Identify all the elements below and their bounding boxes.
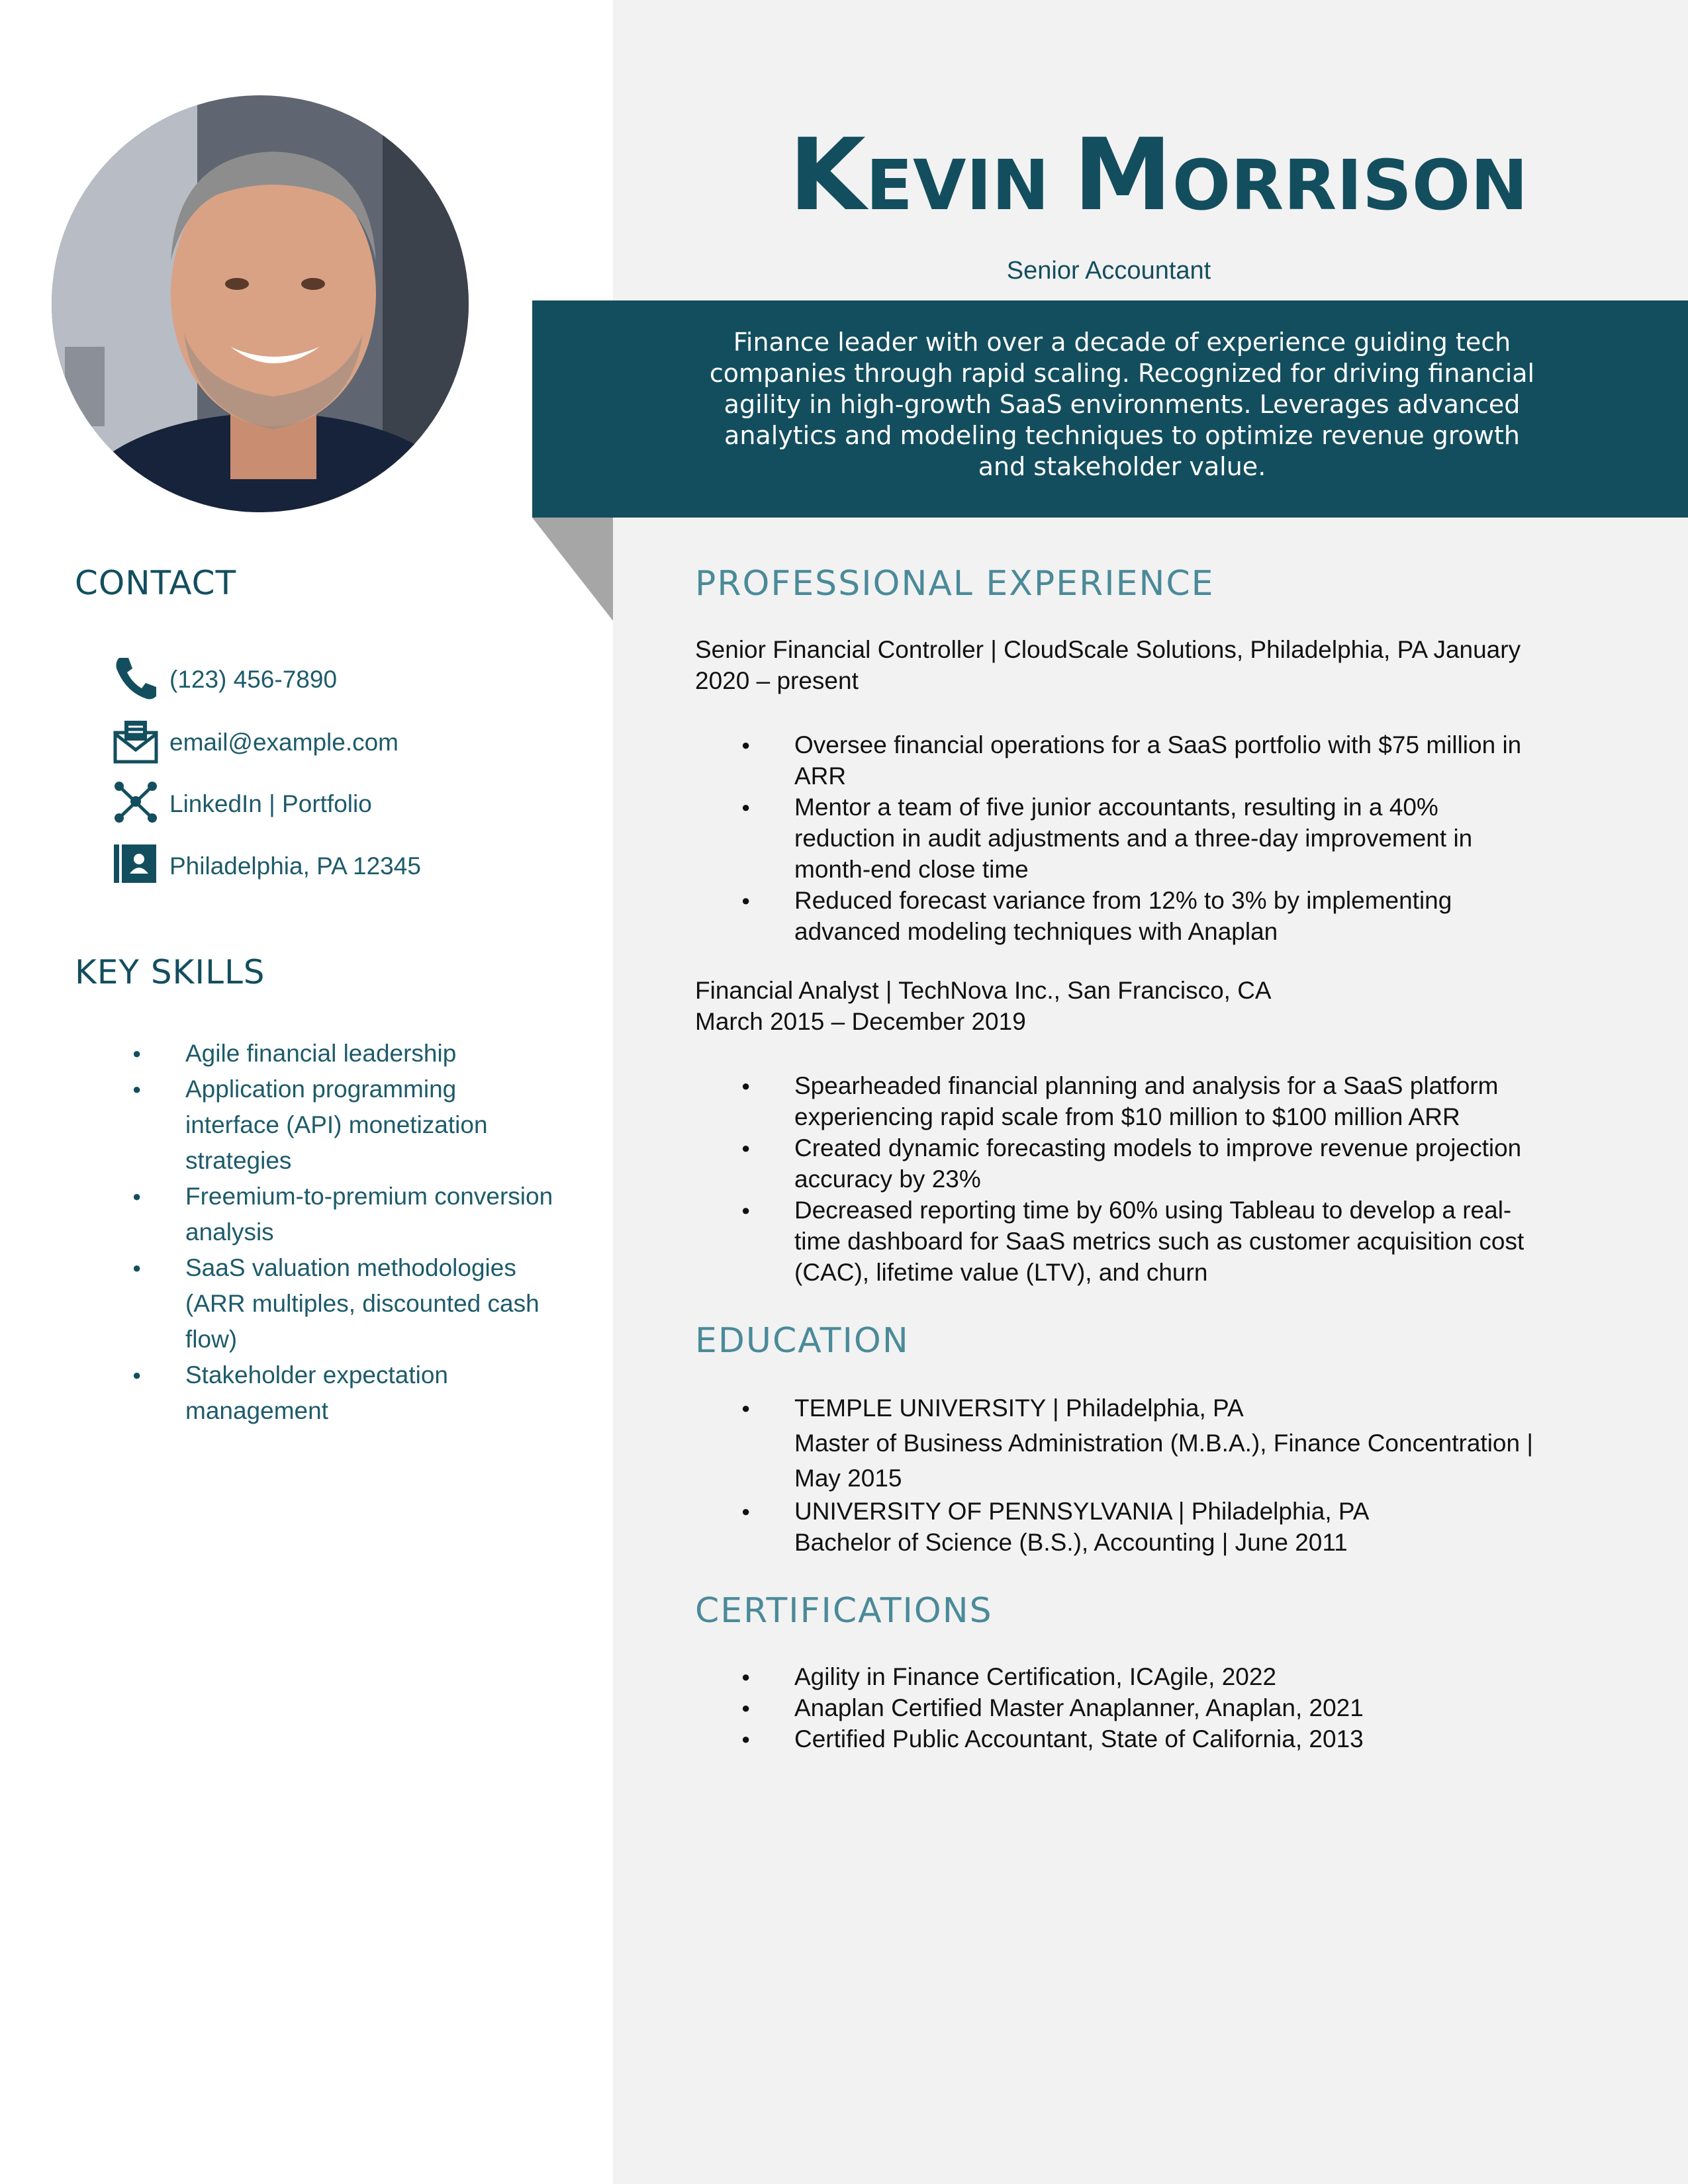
candidate-name: KEVIN MORRISON — [788, 118, 1528, 233]
education-entry — [741, 1496, 1536, 1558]
skill-item: ● SaaS valuation methodologies (ARR multiples, discounted cash flow) — [132, 1250, 556, 1357]
school: TEMPLE UNIVERSITY | Philadelphia, PA — [794, 1394, 1244, 1422]
certification-item: ● Certified Public Accountant, State of California, 2013 — [741, 1723, 1536, 1754]
network-icon — [113, 780, 159, 826]
certifications-list — [741, 1661, 1536, 1754]
profile-photo — [52, 95, 469, 512]
contact-location — [113, 842, 576, 895]
skills-heading: KEY SKILLS — [75, 953, 265, 991]
job-bullet: ● Created dynamic forecasting models to improve revenue projection accuracy by 23% — [741, 1132, 1536, 1195]
professional-summary: Finance leader with over a decade of experience guiding tech companies through rapid scaling. Recognized for driving financial agility in high-growth SaaS environments. Leverages advanced analytics and modeling techniques to optimize revenue growth and stakeholder value. — [709, 328, 1535, 481]
education-heading: EDUCATION — [695, 1321, 910, 1361]
job-bullet: ● Decreased reporting time by 60% using Tableau to develop a real-time dashboard for SaaS metrics such as customer acquisition cost (CAC), lifetime value (LTV), and churn — [741, 1195, 1536, 1288]
job-bullets — [741, 1070, 1536, 1288]
skill-item: ● Freemium-to-premium conversion analysis — [132, 1179, 556, 1250]
job-bullet: ● Reduced forecast variance from 12% to 3% by implementing advanced modeling techniques with Anaplan — [741, 885, 1536, 947]
phone-number: (123) 456-7890 — [169, 666, 338, 693]
phone-icon — [113, 655, 159, 702]
linkedin-portfolio-links[interactable]: LinkedIn | Portfolio — [169, 790, 372, 817]
school: UNIVERSITY OF PENNSYLVANIA | Philadelphia, PA — [794, 1498, 1370, 1525]
job-bullet: ● Spearheaded financial planning and analysis for a SaaS platform experiencing rapid scale from $10 million to $100 million ARR — [741, 1070, 1536, 1132]
contact-links — [113, 780, 576, 833]
education-entry — [741, 1390, 1536, 1496]
contact-card-icon — [113, 842, 159, 888]
location: Philadelphia, PA 12345 — [169, 852, 421, 880]
job-bullets — [741, 729, 1536, 947]
contact-phone — [113, 655, 576, 708]
job-title-line: Financial Analyst | TechNova Inc., San Francisco, CA — [695, 977, 1272, 1004]
certifications-heading: CERTIFICATIONS — [695, 1591, 993, 1631]
job-dates: March 2015 – December 2019 — [695, 1008, 1026, 1035]
contact-heading: CONTACT — [75, 564, 237, 602]
certification-item: ● Anaplan Certified Master Anaplanner, Anaplan, 2021 — [741, 1692, 1536, 1723]
skill-item: ● Application programming interface (API) monetization strategies — [132, 1071, 556, 1179]
skill-item: ● Stakeholder expectation management — [132, 1357, 556, 1429]
skills-list — [132, 1036, 556, 1429]
skill-item: ● Agile financial leadership — [132, 1036, 556, 1071]
contact-email — [113, 718, 576, 771]
banner-fold — [532, 518, 613, 621]
experience-heading: PROFESSIONAL EXPERIENCE — [695, 564, 1215, 604]
job-title: Senior Accountant — [1006, 257, 1211, 285]
email-address: email@example.com — [169, 729, 399, 756]
job-bullet: ● Mentor a team of five junior accountants, resulting in a 40% reduction in audit adjustments and a three-day improvement in month-end close time — [741, 792, 1536, 885]
degree: Bachelor of Science (B.S.), Accounting | June 2011 — [794, 1529, 1348, 1556]
job-bullet: ● Oversee financial operations for a SaaS portfolio with $75 million in ARR — [741, 729, 1536, 792]
certification-item: ● Agility in Finance Certification, ICAgile, 2022 — [741, 1661, 1536, 1692]
degree: Master of Business Administration (M.B.A.), Finance Concentration | May 2015 — [794, 1430, 1533, 1492]
envelope-icon — [113, 718, 159, 764]
job-title-line: Senior Financial Controller | CloudScale Solutions, Philadelphia, PA January 2020 – present — [695, 636, 1521, 694]
education-list — [741, 1390, 1536, 1558]
